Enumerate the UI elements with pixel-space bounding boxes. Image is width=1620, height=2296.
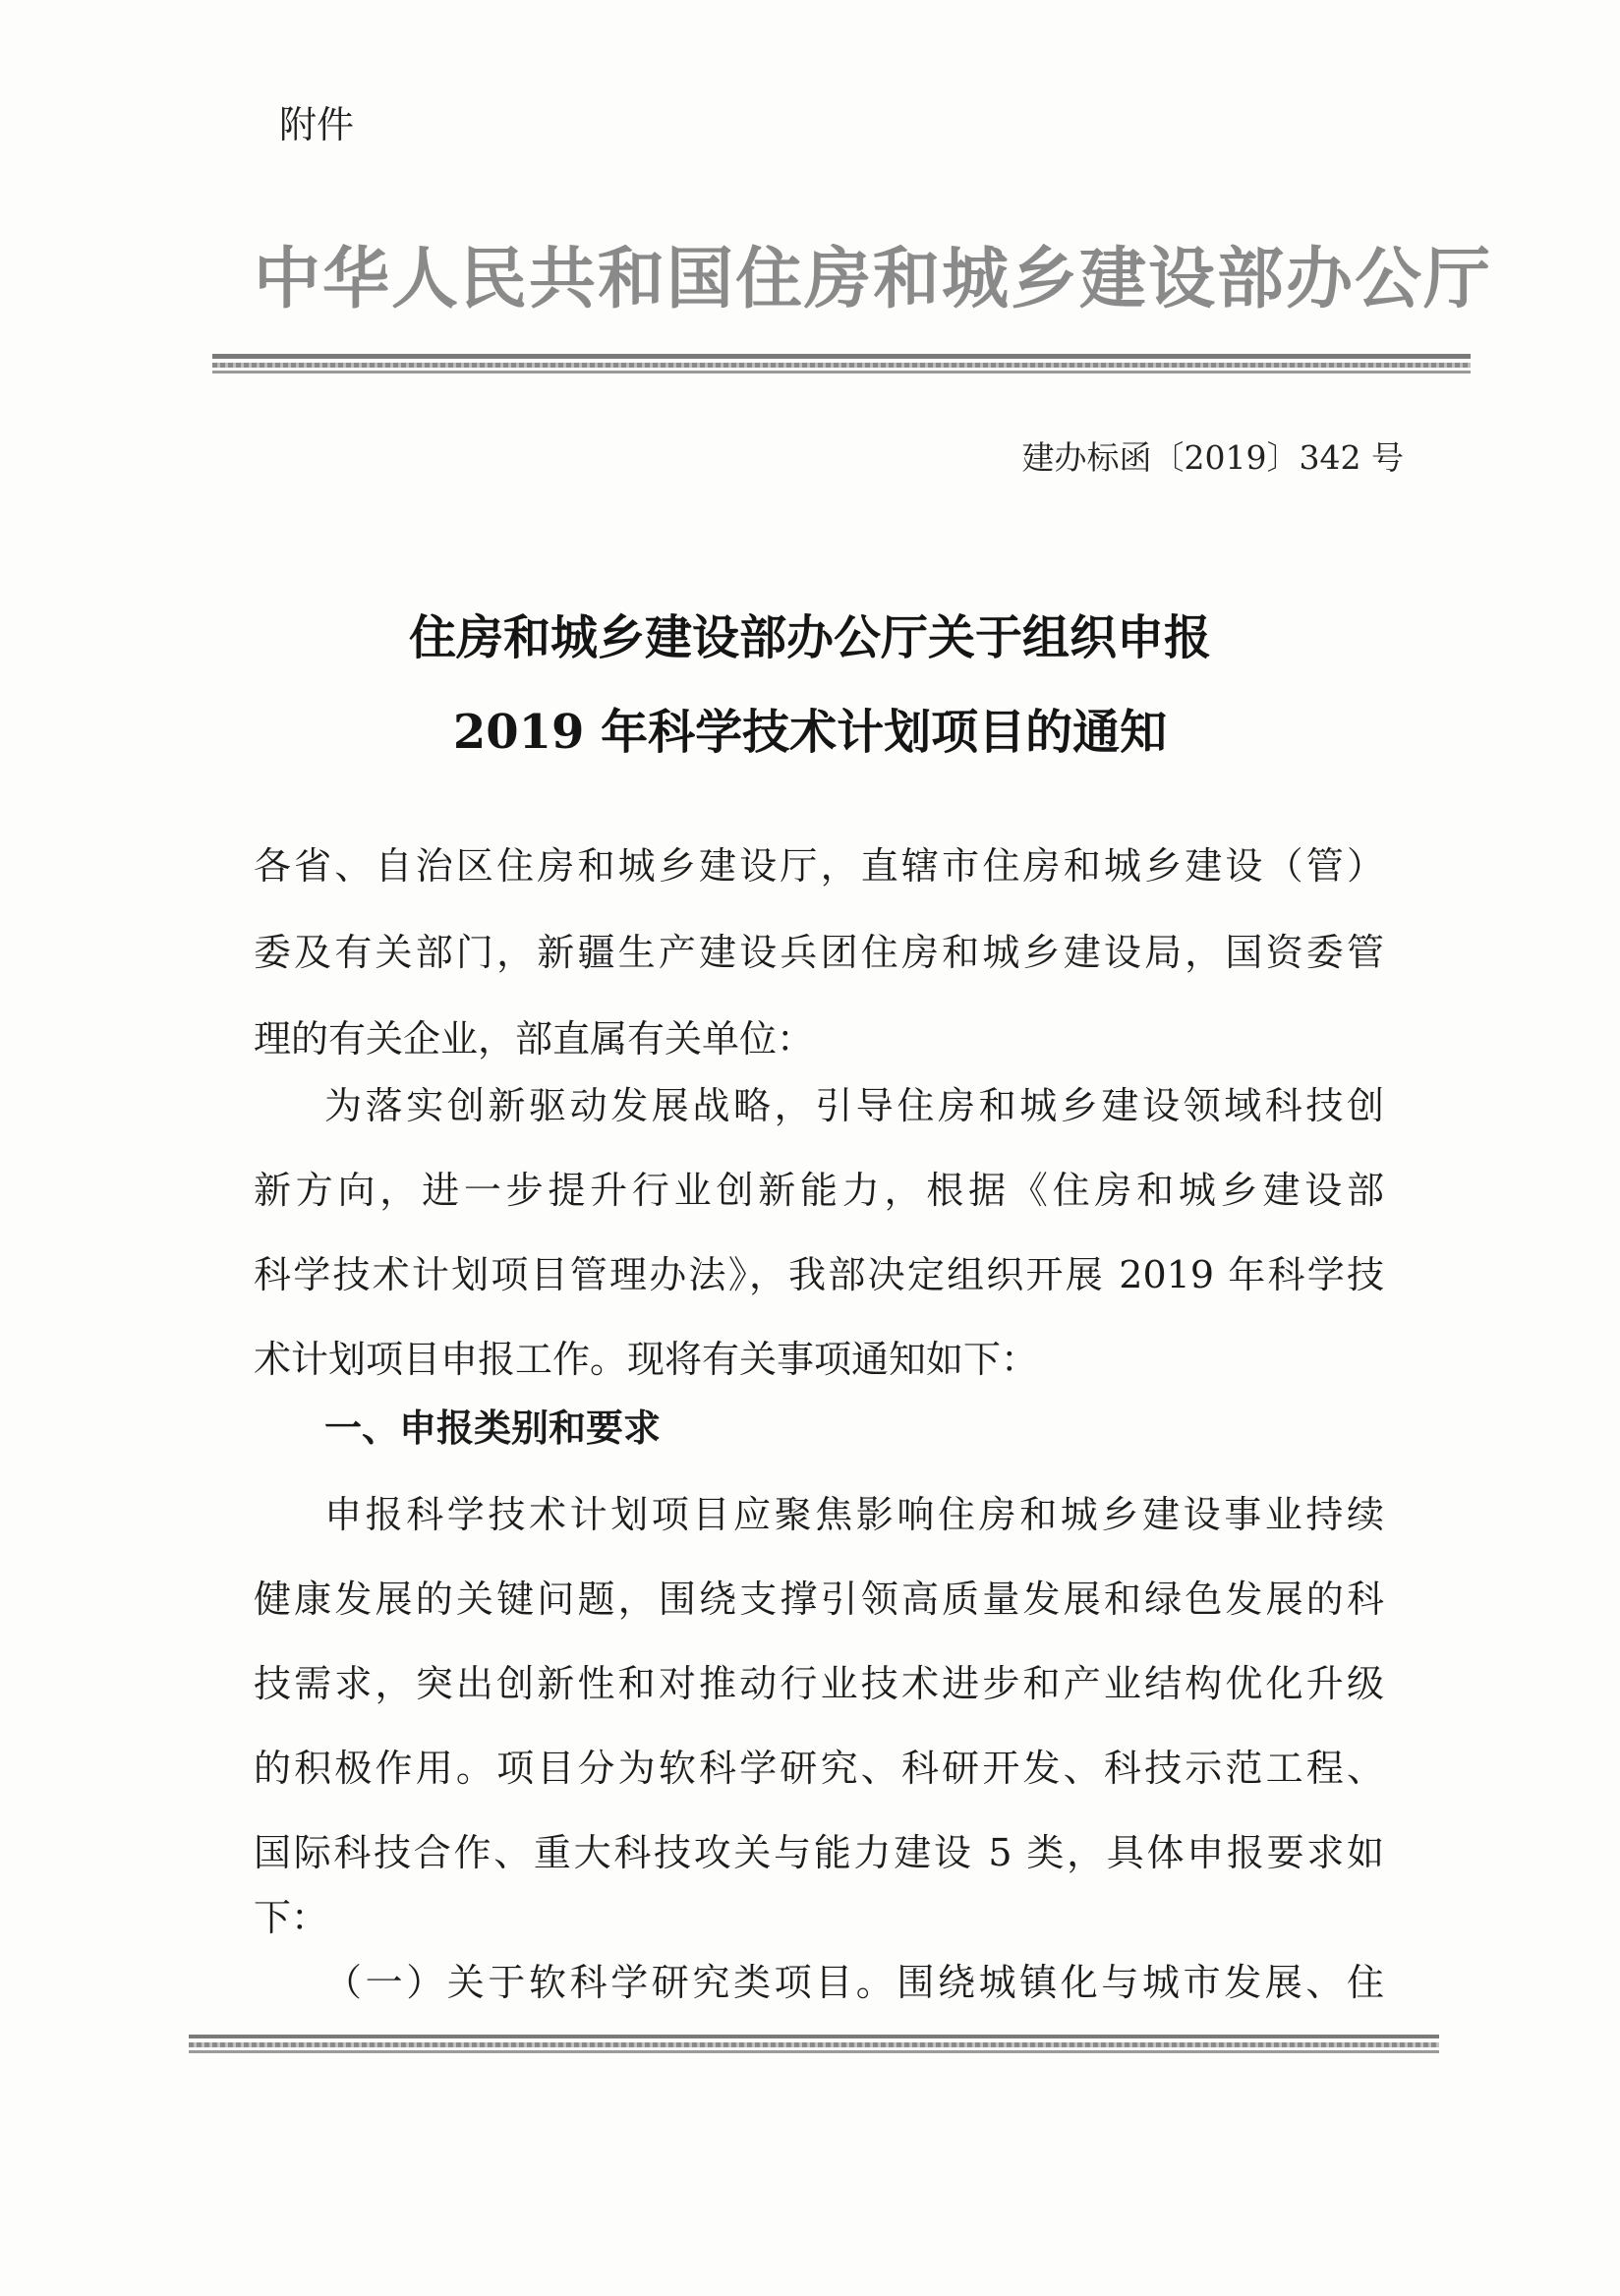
addressee-line: 各省、自治区住房和城乡建设厅，直辖市住房和城乡建设（管） (254, 844, 1384, 888)
divider-line-top (212, 354, 1471, 359)
notice-title-line-2: 2019 年科学技术计划项目的通知 (452, 705, 1168, 760)
footer-line-middle (189, 2042, 1439, 2047)
intro-line: 新方向，进一步提升行业创新能力，根据《住房和城乡建设部 (254, 1169, 1384, 1212)
section-heading: 一、申报类别和要求 (324, 1406, 662, 1450)
attachment-label: 附件 (279, 103, 355, 146)
divider-line-bottom (212, 371, 1471, 373)
footer-line-bottom (189, 2050, 1439, 2053)
section-body-line: 健康发展的关键问题，围绕支撑引领高质量发展和绿色发展的科 (254, 1578, 1384, 1621)
footer-line-top (189, 2035, 1439, 2038)
addressee-line: 理的有关企业，部直属有关单位： (254, 1017, 815, 1061)
intro-line: 科学技术计划项目管理办法》，我部决定组织开展 2019 年科学技 (254, 1253, 1384, 1296)
addressee-line: 委及有关部门，新疆生产建设兵团住房和城乡建设局，国资委管 (254, 931, 1384, 974)
section-body-line: 技需求，突出创新性和对推动行业技术进步和产业结构优化升级 (254, 1662, 1384, 1705)
section-body-line: 下： (254, 1896, 329, 1939)
divider-line-middle (212, 363, 1471, 368)
footer-divider (189, 2035, 1439, 2056)
section-body-line: 的积极作用。项目分为软科学研究、科研开发、科技示范工程、 (254, 1747, 1384, 1790)
letterhead-divider (212, 354, 1471, 375)
section-body-line: 国际科技合作、重大科技攻关与能力建设 5 类，具体申报要求如 (254, 1831, 1384, 1874)
letterhead-title: 中华人民共和国住房和城乡建设部办公厅 (254, 240, 1493, 318)
notice-title-line-1: 住房和城乡建设部办公厅关于组织申报 (408, 610, 1211, 665)
intro-line: 为落实创新驱动发展战略，引导住房和城乡建设领域科技创 (324, 1084, 1384, 1127)
document-number: 建办标函〔2019〕342 号 (1021, 438, 1404, 477)
subitem-line: （一）关于软科学研究类项目。围绕城镇化与城市发展、住 (324, 1961, 1384, 2004)
intro-line: 术计划项目申报工作。现将有关事项通知如下： (254, 1338, 1039, 1381)
section-body-line: 申报科学技术计划项目应聚焦影响住房和城乡建设事业持续 (324, 1493, 1384, 1536)
